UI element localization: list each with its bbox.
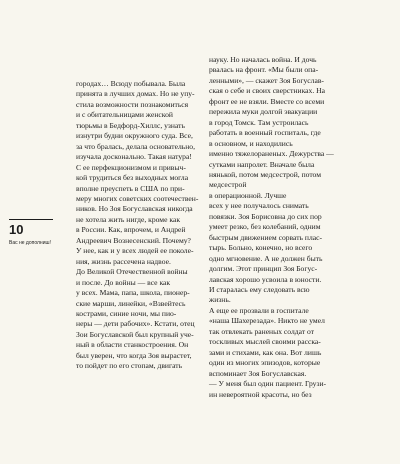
text-line: за что бралась, делала основательно,	[76, 141, 195, 151]
text-line: У нее, как и у всех людей ее поколе-	[76, 246, 194, 256]
text-line: ин невероятной красоты, но без	[209, 389, 312, 399]
text-line: тырь. Больно, конечно, но всего	[209, 243, 313, 253]
text-line: вполне преуспеть в США по при-	[76, 183, 185, 193]
text-line: одно мгновение. А не должен быть	[209, 253, 323, 263]
text-line: кой трудиться без выходных могла	[76, 173, 189, 183]
text-line: и после. До войны — все как	[76, 277, 171, 287]
text-line: кострами, синие ночи, мы пио-	[76, 308, 177, 318]
text-line: умеет резко, без колебаний, одним	[209, 222, 321, 232]
text-line: не хотела жить нигде, кроме как	[76, 214, 181, 224]
text-line: быстрым движением сорвать плас-	[209, 232, 323, 242]
text-line: До Великой Отечественной войны	[76, 267, 188, 277]
text-line: С ее перфекционизмом и привыч-	[76, 162, 186, 172]
text-line: И старалась ему следовать всю	[209, 284, 310, 294]
text-line: науку. Но началась война. И дочь	[209, 55, 317, 64]
text-line: повязки. Зоя Борисовна до сих пор	[209, 211, 322, 221]
text-line: фронт ее не взяли. Вместе со всеми	[209, 96, 325, 106]
text-line: — У меня был один пациент. Грузи-	[209, 379, 327, 389]
text-line: ния, жизнь рассечена надвое.	[76, 256, 171, 266]
text-line: в основном, и находились	[209, 138, 293, 148]
text-line: долгим. Этот принцип Зоя Богус-	[209, 264, 318, 274]
text-line: тоскливых мыслей своими расска-	[209, 337, 321, 347]
text-line: ская о себе и своих сверстниках. На	[209, 86, 325, 96]
text-line: тюрьмы в Бедфорд-Хиллс, узнать	[76, 120, 185, 130]
text-line: Андреевич Вознесенский. Почему?	[76, 235, 191, 245]
text-line: А еще ее прозвали в госпитале	[209, 305, 309, 315]
text-line: стила возможности познакомиться	[76, 99, 189, 109]
text-line: нянькой, потом медсестрой, потом медсестрой	[209, 169, 322, 190]
text-line: в России. Как, впрочем, и Андрей	[76, 225, 186, 235]
page-number: 10	[9, 222, 24, 237]
text-line: в город Томск. Там устроилась	[209, 117, 309, 127]
page-folio	[9, 219, 55, 246]
text-line: ские марши, линейки, «Взвейтесь	[76, 298, 186, 308]
text-column-left	[76, 79, 216, 372]
text-line: и с обитательницами женской	[76, 110, 173, 120]
text-line: изучала досконально. Такая натура!	[76, 152, 192, 162]
text-line: один из многих эпизодов, которые	[209, 358, 321, 368]
text-line: зами и стихами, как она. Вот лишь	[209, 347, 322, 357]
text-line: неры — дети рабочих». Кстати, отец	[76, 319, 195, 329]
text-line: принята в лучших домах. Но не упу-	[76, 89, 195, 99]
text-line: городах… Всюду побывала. Была	[76, 79, 186, 88]
text-line: «наша Шахерезада». Никто не умел	[209, 316, 325, 326]
text-line: сутками напролет. Вначале была	[209, 159, 315, 169]
text-line: так отвлекать раненых солдат от	[209, 326, 315, 336]
text-line: изнутри будни окружного суда. Все,	[76, 131, 193, 141]
text-line: жизнь.	[209, 295, 231, 305]
text-column-right	[209, 55, 339, 400]
text-line: работать в военный госпиталь, где	[209, 128, 321, 138]
text-line: меру многих советских соотечествен-	[76, 193, 199, 203]
text-line: лавская хорошо усвоила в юности.	[209, 274, 322, 284]
text-line: всех у нее получалось снимать	[209, 201, 309, 211]
text-line: ленными», — скажет Зоя Богуслав-	[209, 75, 324, 85]
text-line: ников. Но Зоя Богуславская никогда	[76, 204, 193, 214]
text-line: рвалась на фронт. «Мы были опа-	[209, 65, 319, 75]
text-line: Зои Богуславской был крупный уче-	[76, 329, 194, 339]
text-line: именно тяжелораненых. Дежурства —	[209, 149, 334, 159]
text-line: пережила муки долгой эвакуации	[209, 107, 318, 117]
folio-rule	[9, 219, 53, 220]
text-line: в операционной. Лучше	[209, 190, 287, 200]
running-caption: Вас не дополниш!	[9, 240, 51, 246]
text-line: то пойдет по его стопам, двигать	[76, 361, 183, 371]
text-line: был уверен, что когда Зоя вырастет,	[76, 350, 192, 360]
text-line: ный в области станкостроения. Он	[76, 340, 189, 350]
text-line: вспоминает Зоя Богуславская.	[209, 368, 307, 378]
text-line: у всех. Мама, папа, школа, пионер-	[76, 288, 190, 298]
